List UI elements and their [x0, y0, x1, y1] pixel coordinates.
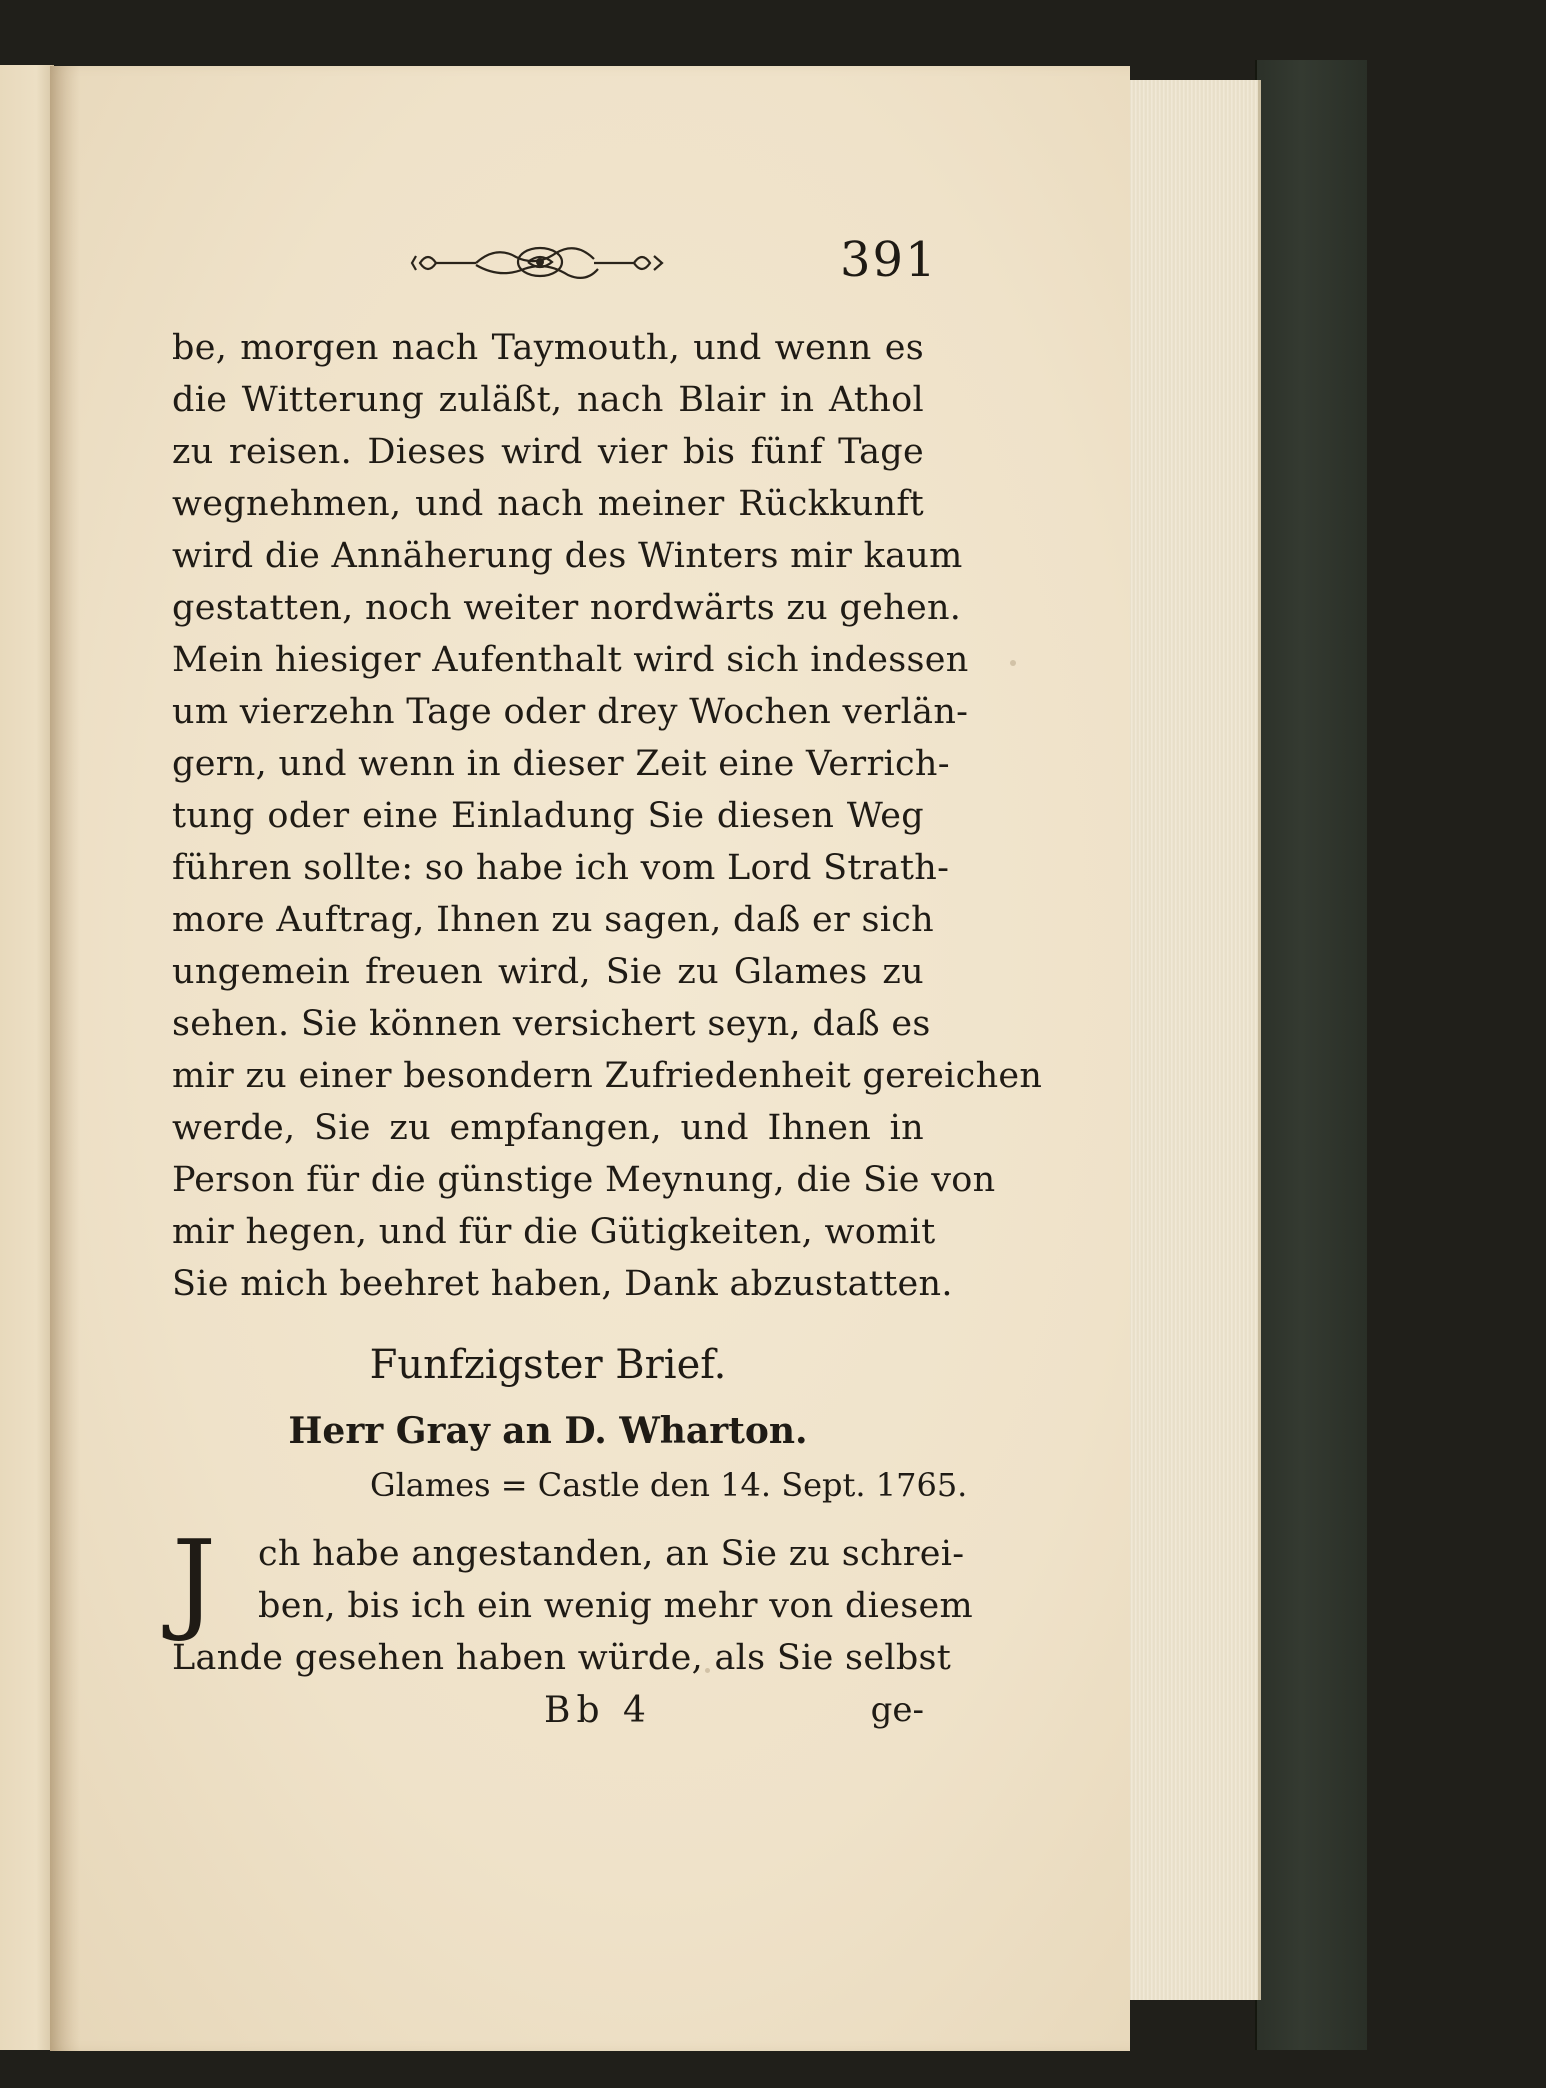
signature-mark: Bb 4: [544, 1690, 652, 1731]
text-line: zu reisen. Dieses wird vier bis fünf Tage: [172, 432, 924, 472]
body-text: [172, 322, 1043, 1310]
text-line: ungemein freuen wird, Sie zu Glames zu: [172, 952, 924, 992]
page-number: 391: [840, 232, 938, 288]
text-line: sehen. Sie können versichert seyn, daß es: [172, 1004, 931, 1044]
letter-body: [172, 1516, 973, 1684]
letter-dateline: Glames = Castle den 14. Sept. 1765.: [370, 1466, 968, 1504]
letter-heading: Funfzigster Brief.: [369, 1342, 727, 1388]
text-line: gern, und wenn in dieser Zeit eine Verrich-: [172, 744, 950, 784]
text-line: mir hegen, und für die Gütigkeiten, womit: [172, 1212, 936, 1252]
text-line: wegnehmen, und nach meiner Rückkunft: [172, 484, 924, 524]
letter-subheading: Herr Gray an D. Wharton.: [288, 1410, 808, 1452]
text-line: wird die Annäherung des Winters mir kaum: [172, 536, 963, 576]
drop-cap: J: [172, 1516, 217, 1644]
text-line: Lande gesehen haben würde, als Sie selbst: [172, 1638, 952, 1678]
catchword: ge-: [870, 1690, 924, 1730]
text-line: die Witterung zuläßt, nach Blair in Athol: [172, 380, 924, 420]
text-line: gestatten, noch weiter nordwärts zu gehen.: [172, 588, 962, 628]
text-line: ch habe angestanden, an Sie zu schrei-: [258, 1534, 965, 1574]
page-edges: [1128, 80, 1261, 2000]
text-line: werde, Sie zu empfangen, und Ihnen in: [172, 1108, 924, 1148]
text-line: mir zu einer besondern Zufriedenheit gereichen: [172, 1056, 1043, 1096]
text-line: um vierzehn Tage oder drey Wochen verlän-: [172, 692, 969, 732]
page-footer: [172, 1690, 924, 1740]
text-line: more Auftrag, Ihnen zu sagen, daß er sich: [172, 900, 934, 940]
text-line: führen sollte: so habe ich vom Lord Strath-: [172, 848, 950, 888]
text-line: be, morgen nach Taymouth, und wenn es: [172, 328, 924, 368]
text-line: Person für die günstige Meynung, die Sie von: [172, 1160, 996, 1200]
text-line: Mein hiesiger Aufenthalt wird sich indessen: [172, 640, 969, 680]
left-page-edge: [0, 65, 54, 2050]
page-header: [410, 232, 938, 298]
text-line: Sie mich beehret haben, Dank abzustatten.: [172, 1264, 953, 1304]
book-cover: [1255, 60, 1367, 2050]
gutter-shadow: [50, 66, 80, 2051]
text-line: tung oder eine Einladung Sie diesen Weg: [172, 796, 924, 836]
floral-ornament-icon: [410, 238, 680, 288]
paper-spot: [1010, 660, 1016, 666]
text-line: ben, bis ich ein wenig mehr von diesem: [258, 1586, 973, 1626]
